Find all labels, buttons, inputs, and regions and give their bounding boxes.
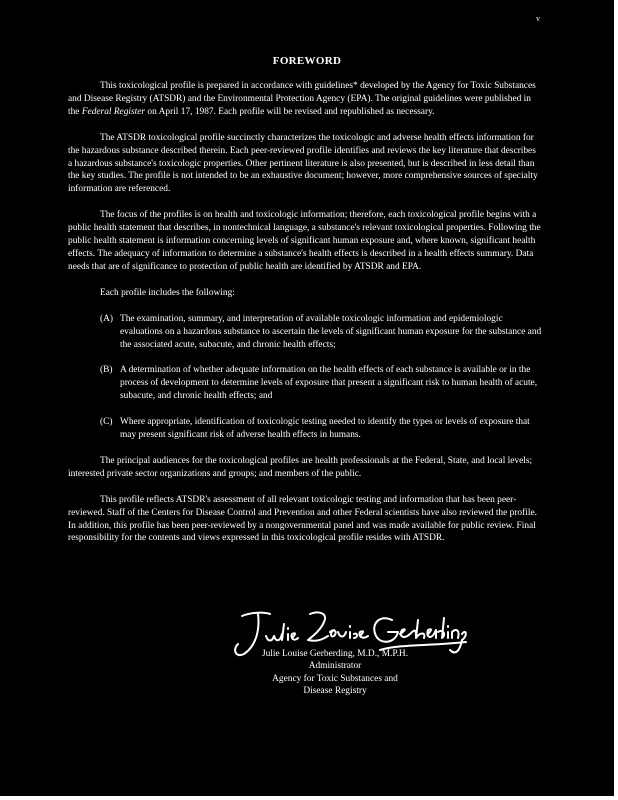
paragraph-focus: The focus of the profiles is on health and toxicologic information; therefore, each toxicological profile begins with a public health statement that describes, in nontechnical language, a substance's relevant toxicological properties. Following the public health statement is information concerning levels of significant human exposure and, where known, significant health effects. The adequacy of information to determine a substance's health effects is described in a health effects summary. Data needs that are of significance to protection of public health are identified by ATSDR and EPA. — [68, 210, 541, 272]
list-marker: (A) — [100, 313, 114, 324]
signature-block — [230, 606, 470, 706]
list-marker: (B) — [100, 365, 113, 376]
paragraph-intro — [68, 80, 542, 119]
signatory-title: Administrator — [308, 661, 362, 672]
list-item-text: A determination of whether adequate information on the health effects of each substance is available or in the process of development to determine levels of exposure that present a significant risk to human health of acute, subacute, and chronic health effects; and — [120, 365, 538, 402]
list-item — [68, 364, 542, 403]
body-text — [68, 80, 542, 558]
page-number: v — [536, 14, 540, 23]
paragraph-intro-part2: on April 17, 1987. Each profile will be revised and republished as necessary. — [145, 106, 435, 117]
list-item-text: The examination, summary, and interpretation of available toxicologic information and epidemiologic evaluations on a hazardous substance to ascertain the levels of significant human exposure for the substance and the associated acute, subacute, and chronic health effects; — [120, 313, 542, 350]
federal-register-italic: Federal Register — [81, 106, 146, 117]
list-item — [68, 416, 542, 442]
list-item-text: Where appropriate, identification of toxicologic testing needed to identify the types or levels of exposure that may present significant risk of adverse health effects in humans. — [120, 417, 530, 441]
paragraph-includes: Each profile includes the following: — [100, 287, 235, 298]
signature-text — [230, 648, 440, 697]
list-marker: (C) — [100, 417, 113, 428]
signatory-agency-line2: Disease Registry — [303, 685, 367, 696]
paragraph-audiences: The principal audiences for the toxicological profiles are health professionals at the Federal, State, and local levels; interested private sector organizations and groups; and members of the public. — [68, 455, 533, 479]
includes-list — [68, 313, 542, 442]
paragraph-intro-part1: This toxicological profile is prepared in accordance with guidelines* developed by the Agency for Toxic Substances and Disease Registry (ATSDR) and the Environmental Protection Agency (EPA). The original guidelines were published in the — [68, 81, 536, 117]
list-item — [68, 313, 542, 352]
signatory-name: Julie Louise Gerberding, M.D., M.P.H. — [261, 649, 409, 659]
page-title: FOREWORD — [272, 55, 342, 67]
paragraph-review: This profile reflects ATSDR's assessment of all relevant toxicologic testing and information that has been peer-reviewed. Staff of the Centers for Disease Control and Prevention and other Federal scientists have also reviewed the profile. In addition, this profile has been peer-reviewed by a nongovernmental panel and was made available for public review. Final responsibility for the contents and views expressed in this toxicological profile resides with ATSDR. — [68, 494, 537, 544]
signatory-agency-line1: Agency for Toxic Substances and — [272, 673, 398, 684]
paragraph-profile-description: The ATSDR toxicological profile succinctly characterizes the toxicologic and adverse health effects information for the hazardous substance described therein. Each peer-reviewed profile identifies and reviews the key literature that describes a hazardous substance's toxicologic properties. Other pertinent literature is also presented, but is described in less detail than the key studies. The profile is not intended to be an exhaustive document; however, more comprehensive sources of specialty information are referenced. — [68, 132, 538, 195]
